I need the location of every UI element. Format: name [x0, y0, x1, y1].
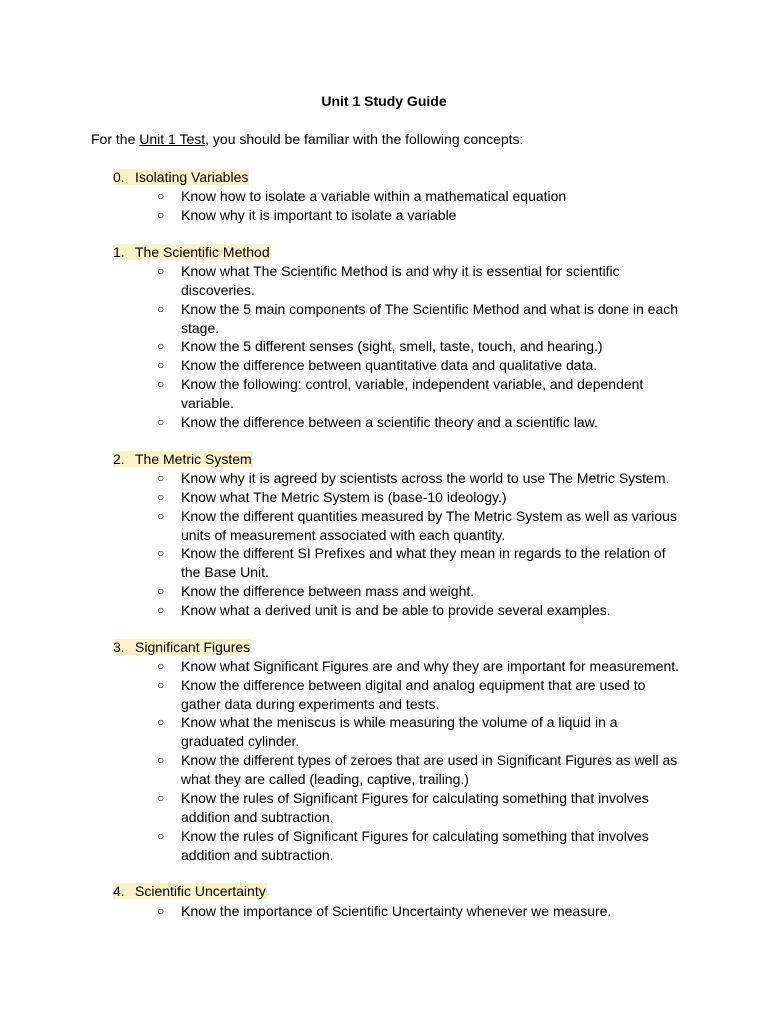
hollow-bullet-icon: ○: [157, 659, 165, 673]
section-heading-highlight: [113, 451, 253, 467]
hollow-bullet-icon: ○: [157, 358, 165, 372]
intro-suffix: , you should be familiar with the following concepts:: [205, 131, 524, 147]
hollow-bullet-icon: ○: [157, 546, 165, 560]
list-item-text: Know the rules of Significant Figures for calculating something that involves addition and subtraction.: [181, 828, 649, 863]
hollow-bullet-icon: ○: [157, 490, 165, 504]
hollow-bullet-icon: ○: [157, 904, 165, 918]
intro-paragraph: [91, 130, 523, 148]
hollow-bullet-icon: ○: [157, 339, 165, 353]
section-heading-highlight: [113, 883, 267, 899]
section-number: 4.: [113, 883, 125, 899]
section-number: 1.: [113, 244, 125, 260]
section-heading: [113, 243, 271, 261]
section-number: 2.: [113, 451, 125, 467]
hollow-bullet-icon: ○: [157, 302, 165, 316]
section-number: 0.: [113, 169, 125, 185]
section-title: Significant Figures: [135, 639, 251, 655]
list-item-text: Know what The Metric System is (base-10 ideology.): [181, 489, 507, 505]
hollow-bullet-icon: ○: [157, 678, 165, 692]
section-heading-highlight: [113, 244, 271, 260]
section-heading: [113, 882, 267, 900]
list-item-text: Know the 5 different senses (sight, smell, taste, touch, and hearing.): [181, 338, 603, 354]
list-item-text: Know the different SI Prefixes and what they mean in regards to the relation of the Base Unit.: [181, 545, 666, 580]
hollow-bullet-icon: ○: [157, 509, 165, 523]
list-item-text: Know the different quantities measured by The Metric System as well as various units of measurement associated with each quantity.: [181, 508, 677, 543]
section-title: The Metric System: [135, 451, 252, 467]
list-item-text: Know the difference between digital and analog equipment that are used to gather data during experiments and tests.: [181, 677, 646, 712]
hollow-bullet-icon: ○: [157, 829, 165, 843]
list-item-text: Know the 5 main components of The Scientific Method and what is done in each stage.: [181, 301, 679, 336]
list-item-text: Know the difference between a scientific theory and a scientific law.: [181, 414, 598, 430]
hollow-bullet-icon: ○: [157, 791, 165, 805]
page-title: Unit 1 Study Guide: [321, 93, 447, 109]
list-item-text: Know the rules of Significant Figures for calculating something that involves addition and subtraction.: [181, 790, 649, 825]
list-item-text: Know the importance of Scientific Uncertainty whenever we measure.: [181, 903, 612, 919]
list-item-text: Know why it is important to isolate a variable: [181, 207, 457, 223]
section-heading-highlight: [113, 169, 249, 185]
list-item-text: Know what the meniscus is while measuring the volume of a liquid in a graduated cylinder.: [181, 714, 618, 749]
hollow-bullet-icon: ○: [157, 715, 165, 729]
section-title: Isolating Variables: [135, 169, 249, 185]
hollow-bullet-icon: ○: [157, 264, 165, 278]
hollow-bullet-icon: ○: [157, 415, 165, 429]
list-item-text: Know what a derived unit is and be able to provide several examples.: [181, 602, 611, 618]
section-heading: [113, 450, 253, 468]
hollow-bullet-icon: ○: [157, 471, 165, 485]
hollow-bullet-icon: ○: [157, 753, 165, 767]
intro-prefix: For the: [91, 131, 140, 147]
list-item-text: Know the following: control, variable, independent variable, and dependent variable.: [181, 376, 644, 411]
list-item-text: Know what The Scientific Method is and why it is essential for scientific discoveries.: [181, 263, 620, 298]
section-number: 3.: [113, 639, 125, 655]
hollow-bullet-icon: ○: [157, 377, 165, 391]
list-item-text: Know the difference between quantitative data and qualitative data.: [181, 357, 598, 373]
list-item-text: Know the different types of zeroes that are used in Significant Figures as well as what they are called (leading, captive, trailing.): [181, 752, 678, 787]
unit-test-link[interactable]: Unit 1 Test: [139, 131, 206, 147]
section-heading: [113, 168, 249, 186]
list-item-text: Know what Significant Figures are and why they are important for measurement.: [181, 658, 680, 674]
list-item-text: Know how to isolate a variable within a mathematical equation: [181, 188, 567, 204]
section-heading: [113, 638, 251, 656]
hollow-bullet-icon: ○: [157, 584, 165, 598]
hollow-bullet-icon: ○: [157, 208, 165, 222]
hollow-bullet-icon: ○: [157, 189, 165, 203]
section-heading-highlight: [113, 639, 251, 655]
list-item-text: Know why it is agreed by scientists across the world to use The Metric System.: [181, 470, 670, 486]
list-item-text: Know the difference between mass and weight.: [181, 583, 475, 599]
section-title: The Scientific Method: [135, 244, 270, 260]
section-title: Scientific Uncertainty: [135, 883, 266, 899]
hollow-bullet-icon: ○: [157, 603, 165, 617]
